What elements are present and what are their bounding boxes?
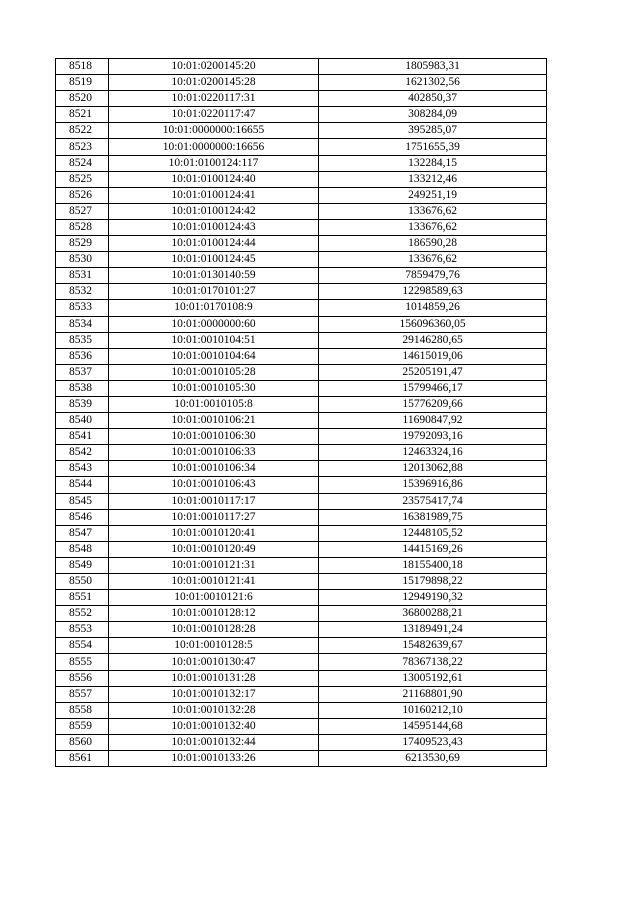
table-row (56, 396, 547, 412)
value-cell: 29146280,65 (319, 332, 547, 348)
table-row (56, 268, 547, 284)
cadastral-number-cell: 10:01:0010106:43 (109, 477, 319, 493)
cadastral-number-cell: 10:01:0170108:9 (109, 300, 319, 316)
cadastral-number-cell: 10:01:0130140:59 (109, 268, 319, 284)
row-number-cell: 8560 (56, 734, 109, 750)
row-number-cell: 8548 (56, 541, 109, 557)
value-cell: 133676,62 (319, 252, 547, 268)
cadastral-number-cell: 10:01:0010117:17 (109, 493, 319, 509)
value-cell: 6213530,69 (319, 751, 547, 767)
row-number-cell: 8528 (56, 219, 109, 235)
row-number-cell: 8527 (56, 203, 109, 219)
value-cell: 15482639,67 (319, 638, 547, 654)
table-row (56, 702, 547, 718)
row-number-cell: 8543 (56, 461, 109, 477)
cadastral-number-cell: 10:01:0100124:40 (109, 171, 319, 187)
row-number-cell: 8533 (56, 300, 109, 316)
value-cell: 23575417,74 (319, 493, 547, 509)
table-row (56, 734, 547, 750)
value-cell: 15776209,66 (319, 396, 547, 412)
value-cell: 1751655,39 (319, 139, 547, 155)
cadastral-number-cell: 10:01:0010120:41 (109, 525, 319, 541)
row-number-cell: 8561 (56, 751, 109, 767)
row-number-cell: 8549 (56, 557, 109, 573)
value-cell: 12448105,52 (319, 525, 547, 541)
value-cell: 36800288,21 (319, 606, 547, 622)
row-number-cell: 8518 (56, 59, 109, 75)
table-row (56, 219, 547, 235)
value-cell: 1805983,31 (319, 59, 547, 75)
row-number-cell: 8519 (56, 75, 109, 91)
value-cell: 395285,07 (319, 123, 547, 139)
value-cell: 186590,28 (319, 236, 547, 252)
cadastral-number-cell: 10:01:0000000:16656 (109, 139, 319, 155)
table-row (56, 75, 547, 91)
table-row (56, 638, 547, 654)
value-cell: 10160212,10 (319, 702, 547, 718)
cadastral-number-cell: 10:01:0010105:8 (109, 396, 319, 412)
value-cell: 18155400,18 (319, 557, 547, 573)
table-row (56, 606, 547, 622)
table-row (56, 139, 547, 155)
table-row (56, 364, 547, 380)
cadastral-number-cell: 10:01:0010132:17 (109, 686, 319, 702)
value-cell: 21168801,90 (319, 686, 547, 702)
cadastre-value-table (55, 58, 547, 767)
value-cell: 249251,19 (319, 187, 547, 203)
cadastral-number-cell: 10:01:0010121:31 (109, 557, 319, 573)
cadastral-number-cell: 10:01:0010117:27 (109, 509, 319, 525)
table-row (56, 654, 547, 670)
cadastral-number-cell: 10:01:0100124:41 (109, 187, 319, 203)
row-number-cell: 8531 (56, 268, 109, 284)
value-cell: 13189491,24 (319, 622, 547, 638)
cadastral-number-cell: 10:01:0010132:28 (109, 702, 319, 718)
table-row (56, 332, 547, 348)
row-number-cell: 8534 (56, 316, 109, 332)
row-number-cell: 8555 (56, 654, 109, 670)
cadastral-number-cell: 10:01:0010104:51 (109, 332, 319, 348)
cadastral-number-cell: 10:01:0010121:41 (109, 574, 319, 590)
value-cell: 12013062,88 (319, 461, 547, 477)
table-row (56, 477, 547, 493)
value-cell: 17409523,43 (319, 734, 547, 750)
row-number-cell: 8552 (56, 606, 109, 622)
table-row (56, 187, 547, 203)
cadastral-number-cell: 10:01:0010105:30 (109, 380, 319, 396)
value-cell: 14615019,06 (319, 348, 547, 364)
row-number-cell: 8553 (56, 622, 109, 638)
row-number-cell: 8532 (56, 284, 109, 300)
table-row (56, 348, 547, 364)
table-row (56, 670, 547, 686)
cadastral-number-cell: 10:01:0010131:28 (109, 670, 319, 686)
value-cell: 12298589,63 (319, 284, 547, 300)
table-row (56, 686, 547, 702)
table-row (56, 509, 547, 525)
value-cell: 14595144,68 (319, 718, 547, 734)
cadastral-number-cell: 10:01:0010132:44 (109, 734, 319, 750)
table-row (56, 203, 547, 219)
value-cell: 16381989,75 (319, 509, 547, 525)
cadastral-number-cell: 10:01:0100124:45 (109, 252, 319, 268)
table-row (56, 461, 547, 477)
table-row (56, 493, 547, 509)
table-row (56, 429, 547, 445)
cadastral-number-cell: 10:01:0010121:6 (109, 590, 319, 606)
table-row (56, 541, 547, 557)
table-row (56, 107, 547, 123)
row-number-cell: 8547 (56, 525, 109, 541)
value-cell: 308284,09 (319, 107, 547, 123)
cadastral-number-cell: 10:01:0010105:28 (109, 364, 319, 380)
value-cell: 19792093,16 (319, 429, 547, 445)
row-number-cell: 8557 (56, 686, 109, 702)
row-number-cell: 8536 (56, 348, 109, 364)
cadastral-number-cell: 10:01:0010133:26 (109, 751, 319, 767)
row-number-cell: 8523 (56, 139, 109, 155)
table-row (56, 751, 547, 767)
row-number-cell: 8540 (56, 413, 109, 429)
table-row (56, 155, 547, 171)
row-number-cell: 8545 (56, 493, 109, 509)
cadastral-number-cell: 10:01:0100124:42 (109, 203, 319, 219)
row-number-cell: 8535 (56, 332, 109, 348)
cadastral-number-cell: 10:01:0010130:47 (109, 654, 319, 670)
table-row (56, 252, 547, 268)
row-number-cell: 8554 (56, 638, 109, 654)
row-number-cell: 8538 (56, 380, 109, 396)
row-number-cell: 8520 (56, 91, 109, 107)
value-cell: 25205191,47 (319, 364, 547, 380)
value-cell: 133212,46 (319, 171, 547, 187)
row-number-cell: 8526 (56, 187, 109, 203)
cadastral-number-cell: 10:01:0200145:20 (109, 59, 319, 75)
value-cell: 15179898,22 (319, 574, 547, 590)
value-cell: 402850,37 (319, 91, 547, 107)
cadastral-number-cell: 10:01:0220117:31 (109, 91, 319, 107)
row-number-cell: 8541 (56, 429, 109, 445)
cadastral-number-cell: 10:01:0170101:27 (109, 284, 319, 300)
row-number-cell: 8537 (56, 364, 109, 380)
table-row (56, 59, 547, 75)
table-row (56, 123, 547, 139)
cadastral-number-cell: 10:01:0010104:64 (109, 348, 319, 364)
table-row (56, 91, 547, 107)
value-cell: 15396916,86 (319, 477, 547, 493)
cadastral-number-cell: 10:01:0220117:47 (109, 107, 319, 123)
row-number-cell: 8559 (56, 718, 109, 734)
value-cell: 1621302,56 (319, 75, 547, 91)
cadastral-number-cell: 10:01:0010106:34 (109, 461, 319, 477)
table-row (56, 622, 547, 638)
table-body (56, 59, 547, 767)
value-cell: 14415169,26 (319, 541, 547, 557)
cadastral-number-cell: 10:01:0010128:28 (109, 622, 319, 638)
table-row (56, 171, 547, 187)
table-row (56, 445, 547, 461)
row-number-cell: 8522 (56, 123, 109, 139)
cadastral-number-cell: 10:01:0010106:33 (109, 445, 319, 461)
cadastral-number-cell: 10:01:0010120:49 (109, 541, 319, 557)
value-cell: 11690847,92 (319, 413, 547, 429)
row-number-cell: 8551 (56, 590, 109, 606)
row-number-cell: 8521 (56, 107, 109, 123)
table-row (56, 284, 547, 300)
value-cell: 156096360,05 (319, 316, 547, 332)
cadastral-number-cell: 10:01:0000000:16655 (109, 123, 319, 139)
value-cell: 133676,62 (319, 203, 547, 219)
value-cell: 78367138,22 (319, 654, 547, 670)
value-cell: 133676,62 (319, 219, 547, 235)
cadastral-number-cell: 10:01:0010132:40 (109, 718, 319, 734)
value-cell: 132284,15 (319, 155, 547, 171)
value-cell: 12949190,32 (319, 590, 547, 606)
value-cell: 13005192,61 (319, 670, 547, 686)
row-number-cell: 8542 (56, 445, 109, 461)
cadastral-number-cell: 10:01:0100124:44 (109, 236, 319, 252)
table-row (56, 525, 547, 541)
row-number-cell: 8525 (56, 171, 109, 187)
value-cell: 1014859,26 (319, 300, 547, 316)
row-number-cell: 8529 (56, 236, 109, 252)
row-number-cell: 8550 (56, 574, 109, 590)
row-number-cell: 8558 (56, 702, 109, 718)
value-cell: 7859479,76 (319, 268, 547, 284)
row-number-cell: 8546 (56, 509, 109, 525)
table-row (56, 718, 547, 734)
row-number-cell: 8556 (56, 670, 109, 686)
table-row (56, 316, 547, 332)
cadastral-number-cell: 10:01:0010106:30 (109, 429, 319, 445)
cadastral-number-cell: 10:01:0100124:117 (109, 155, 319, 171)
table-row (56, 236, 547, 252)
cadastral-number-cell: 10:01:0200145:28 (109, 75, 319, 91)
cadastral-number-cell: 10:01:0000000:60 (109, 316, 319, 332)
table-row (56, 380, 547, 396)
row-number-cell: 8530 (56, 252, 109, 268)
value-cell: 12463324,16 (319, 445, 547, 461)
table-row (56, 557, 547, 573)
table-row (56, 590, 547, 606)
cadastral-number-cell: 10:01:0100124:43 (109, 219, 319, 235)
cadastral-number-cell: 10:01:0010128:5 (109, 638, 319, 654)
row-number-cell: 8524 (56, 155, 109, 171)
cadastral-number-cell: 10:01:0010106:21 (109, 413, 319, 429)
table-row (56, 413, 547, 429)
table-row (56, 300, 547, 316)
cadastral-number-cell: 10:01:0010128:12 (109, 606, 319, 622)
value-cell: 15799466,17 (319, 380, 547, 396)
row-number-cell: 8544 (56, 477, 109, 493)
table-row (56, 574, 547, 590)
row-number-cell: 8539 (56, 396, 109, 412)
